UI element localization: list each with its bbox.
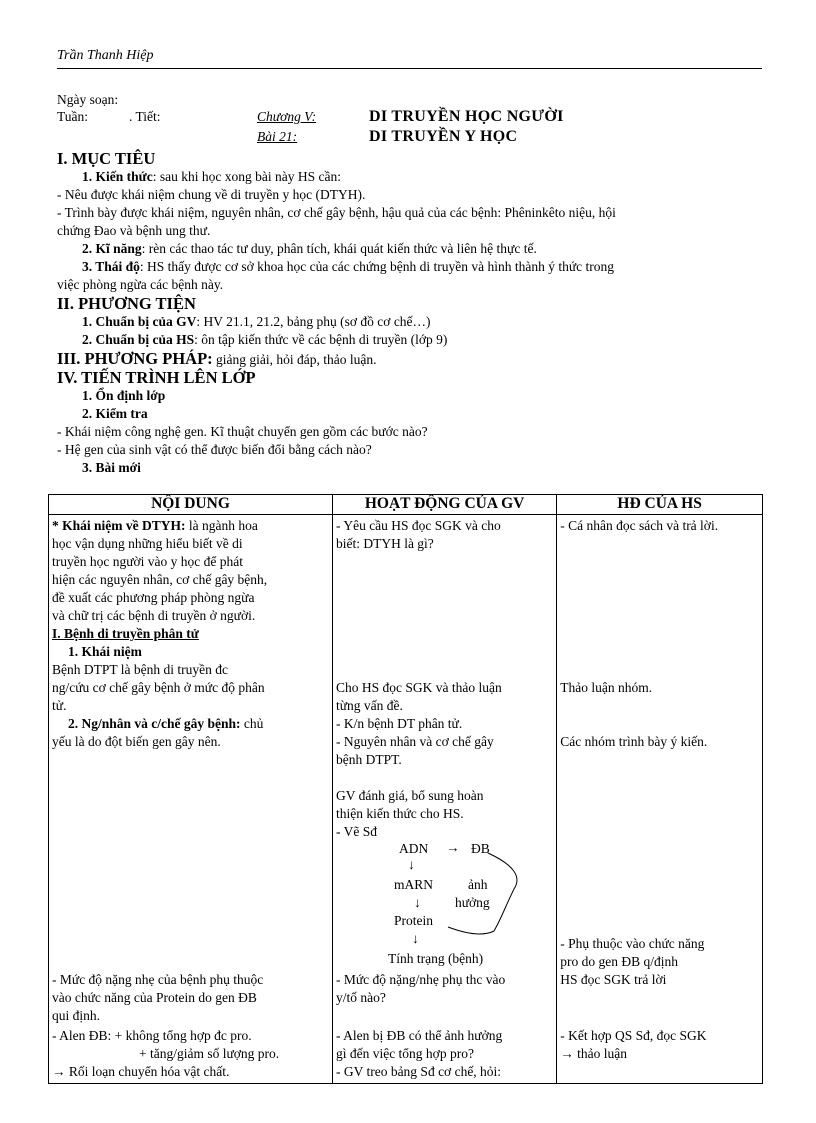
severity-line-2: vào chức năng của Protein do gen ĐB [52,990,257,1005]
check-question-1: - Khái niệm công nghệ gen. Kĩ thuật chuyển gen gồm các bước nào? [57,424,428,439]
period-label: . Tiết: [129,109,161,124]
section-objectives-title: I. MỤC TIÊU [57,149,156,168]
cause-heading: 2. Ng/nhân và c/chế gây bệnh: [68,716,241,731]
author-name: Trần Thanh Hiệp [57,48,154,63]
gv-line-15: - GV treo bảng Sđ cơ chế, hỏi: [335,1064,502,1079]
knowledge-text: : sau khi học xong bài này HS cần: [152,169,341,184]
step-3-label: 3. Bài mới [82,460,141,475]
chapter-row [57,109,762,129]
gv-line-14: gì đến việc tổng hợp pro? [335,1046,474,1061]
dtyh-def-line-2: học vận dụng những hiểu biết về di [52,536,243,551]
table-row [49,515,763,1084]
step-3 [57,459,762,477]
severity-line-3: qui định. [52,1008,101,1023]
objective-line-2: - Trình bày được khái niệm, nguyên nhân, cơ chế gây bệnh, hậu quả của các bệnh: Phêninkêto niệu, hội [57,205,616,220]
section-process-title: IV. TIẾN TRÌNH LÊN LỚP [57,368,256,387]
molecular-disease-heading: I. Bệnh di truyền phân tử [52,626,199,641]
concept-line-2: ng/cứu cơ chế gây bệnh ở mức độ phân [52,680,265,695]
allele-line-3: → Rối loạn chuyển hóa vật chất. [52,1064,230,1079]
section-means-title: II. PHƯƠNG TIỆN [57,294,196,313]
skill-line [57,240,762,258]
cause-text-start: chủ [240,716,264,731]
diagram-mutation: ĐB [470,841,490,856]
hs-line-7: - Kết hợp QS Sđ, đọc SGK [560,1028,707,1043]
concept-heading: 1. Khái niệm [68,644,142,659]
content-cell [49,515,333,1084]
arrow-right-icon: → [445,840,460,855]
dtyh-def-line-5: đề xuất các phương pháp phòng ngừa [52,590,255,605]
gv-line-13: - Alen bị ĐB có thể ảnh hưởng [335,1028,503,1043]
methods-title: III. PHƯƠNG PHÁP: [57,349,213,368]
skill-text: : rèn các thao tác tư duy, phân tích, khái quát kiến thức và liên hệ thực tế. [141,241,537,256]
header-content: NỘI DUNG [49,495,333,515]
cause-line-1 [68,715,263,733]
student-prep-label: 2. Chuẩn bị của HS [82,332,195,347]
concept-line-1: Bệnh DTPT là bệnh di truyền đc [52,662,228,677]
hs-line-6: HS đọc SGK trả lời [560,972,667,987]
methods-text: giảng giải, hỏi đáp, thảo luận. [212,352,377,367]
date-line: Ngày soạn: [57,92,119,107]
teacher-activity-cell [332,515,556,1084]
gv-line-11: - Mức độ nặng/nhẹ phụ thc vào [335,972,506,987]
section-methods [57,349,762,368]
page-header [57,48,762,69]
knowledge-line [57,168,762,186]
hs-line-4: - Phụ thuộc vào chức năng [560,936,705,951]
dtyh-def-line-3: truyền học người vào y học để phát [52,554,244,569]
arrow-down-icon: ↓ [413,895,421,910]
objective-line-1: - Nêu được khái niệm chung về di truyền y học (DTYH). [57,187,366,202]
gv-line-12: y/tố nào? [335,990,386,1005]
cause-line-2: yếu là do đột biến gen gây nên. [52,734,221,749]
knowledge-label: 1. Kiến thức [82,169,153,184]
week-label: Tuần: [57,109,89,124]
lesson-label: Bài 21: [257,129,298,144]
gv-line-2: biết: DTYH là gì? [335,536,434,551]
table-header-row [49,495,763,515]
header-student-activity: HĐ CỦA HS [557,495,763,515]
dtyh-def-start: là ngành hoa [185,518,258,533]
diagram-influence-2: hưởng [454,895,490,910]
gv-line-8: GV đánh giá, bổ sung hoàn [335,788,484,803]
allele-line-2: + tăng/giảm số lượng pro. [139,1046,280,1061]
severity-line-1: - Mức độ nặng nhẹ của bệnh phụ thuộc [52,972,264,987]
diagram-marn: mARN [393,877,433,892]
hs-line-5: pro do gen ĐB q/định [560,954,678,969]
gv-line-6: - Nguyên nhân và cơ chế gây [335,734,494,749]
hs-line-3: Các nhóm trình bày ý kiến. [560,734,708,749]
gv-line-9: thiện kiến thức cho HS. [335,806,464,821]
student-prep-text: : ôn tập kiến thức về các bệnh di truyền (lớp 9) [194,332,448,347]
header-teacher-activity: HOẠT ĐỘNG CỦA GV [332,495,556,515]
dtyh-def-line-1 [52,517,258,535]
gv-line-5: - K/n bệnh DT phân tử. [335,716,463,731]
gv-line-7: bệnh DTPT. [335,752,402,767]
diagram-influence-1: ảnh [467,877,488,892]
gv-line-10: - Vẽ Sđ [335,824,377,839]
step-1-label: 1. Ổn định lớp [82,388,166,403]
dtyh-def-line-4: hiện các nguyên nhân, cơ chế gây bệnh, [52,572,268,587]
attitude-line [57,258,762,276]
arrow-down-icon: ↓ [411,931,419,946]
step-2 [57,405,762,423]
influence-curve-icon [436,851,526,941]
teacher-prep-line [57,313,762,331]
teacher-prep-label: 1. Chuẩn bị của GV [82,314,197,329]
step-1 [57,387,762,405]
allele-line-1: - Alen ĐB: + không tổng hợp đc pro. [52,1028,252,1043]
student-activity-cell [557,515,763,1084]
lesson-table [48,494,763,1084]
document-page [57,48,762,477]
objective-line-4: việc phòng ngừa các bệnh này. [57,277,224,292]
gv-line-4: từng vấn đề. [335,698,403,713]
attitude-label: 3. Thái độ [82,259,140,274]
gv-line-3: Cho HS đọc SGK và thảo luận [335,680,502,695]
skill-label: 2. Kĩ năng [82,241,142,256]
lesson-row [57,129,762,149]
attitude-text: : HS thấy được cơ sở khoa học của các chứng bệnh di truyền và hình thành ý thức trong [139,259,615,274]
concept-line-3: tử. [52,698,67,713]
dtyh-def-line-6: và chữ trị các bệnh di truyền ở người. [52,608,256,623]
hs-line-1: - Cá nhân đọc sách và trả lời. [560,518,719,533]
hs-line-2: Thảo luận nhóm. [560,680,653,695]
objective-line-3: chứng Đao và bệnh ung thư. [57,223,211,238]
teacher-prep-text: : HV 21.1, 21.2, bảng phụ (sơ đồ cơ chế…) [196,314,431,329]
lesson-title: DI TRUYỀN Y HỌC [369,128,518,145]
dtyh-term: * Khái niệm về DTYH: [52,518,186,533]
diagram-adn: ADN [398,841,429,856]
chapter-title: DI TRUYỀN HỌC NGƯỜI [369,108,564,125]
gv-line-1: - Yêu cầu HS đọc SGK và cho [335,518,501,533]
diagram-trait: Tính trạng (bệnh) [387,951,484,966]
student-prep-line [57,331,762,349]
arrow-down-icon: ↓ [407,857,415,872]
chapter-label: Chương V: [257,109,317,124]
hs-line-8: → thảo luận [560,1046,627,1061]
step-2-label: 2. Kiểm tra [82,406,148,421]
check-question-2: - Hệ gen của sinh vật có thể được biến đổi bằng cách nào? [57,442,372,457]
diagram-protein: Protein [393,913,433,928]
